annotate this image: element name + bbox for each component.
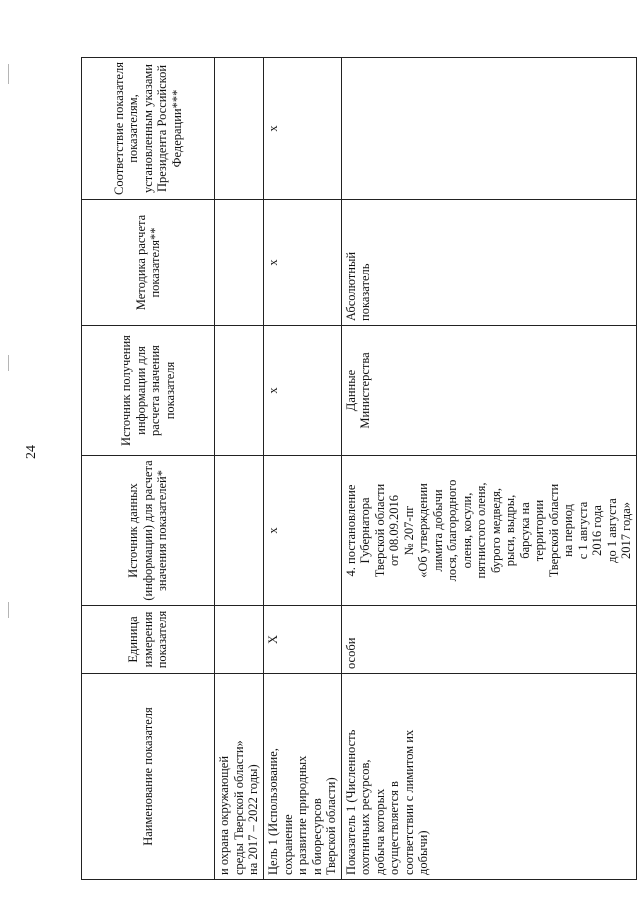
table-row bbox=[264, 58, 342, 880]
compliance-cell: х bbox=[264, 58, 342, 200]
calculation-method-cell: х bbox=[264, 200, 342, 326]
information-origin-cell bbox=[215, 326, 264, 456]
information-origin-cell: х bbox=[264, 326, 342, 456]
header-unit: Единица измерения показателя bbox=[82, 606, 215, 674]
margin-mark bbox=[8, 355, 9, 371]
header-information-origin: Источник получения информации для расчета значения показателя bbox=[82, 326, 215, 456]
unit-cell bbox=[215, 606, 264, 674]
data-source-cell: х bbox=[264, 456, 342, 606]
table-header-row bbox=[82, 58, 215, 880]
indicator-name-cell: и охрана окружающей среды Тверской области» на 2017 – 2022 годы) bbox=[215, 674, 264, 880]
data-source-cell: 4. постановление Губернатора Тверской области от 08.09.2016 № 207-пг «Об утверждении лимита добычи лося, благородного оленя, косули, пятнистого оленя, бурого медведя, рыси, выдры, барсука на территории Тверской области на период с 1 августа 2016 года до 1 августа 2017 года» bbox=[341, 456, 636, 606]
indicator-name-cell: Показатель 1 (Численность охотничьих ресурсов, добыча которых осуществляется в соответствии с лимитом их добычи) bbox=[341, 674, 636, 880]
header-data-source: Источник данных (информации) для расчета значения показателей* bbox=[82, 456, 215, 606]
information-origin-cell: Данные Министерства bbox=[341, 326, 636, 456]
header-calculation-method: Методика расчета показателя** bbox=[82, 200, 215, 326]
table-row bbox=[215, 58, 264, 880]
compliance-cell bbox=[341, 58, 636, 200]
compliance-cell bbox=[215, 58, 264, 200]
margin-mark bbox=[8, 602, 9, 618]
unit-cell: особи bbox=[341, 606, 636, 674]
calculation-method-cell bbox=[215, 200, 264, 326]
indicators-table bbox=[81, 57, 637, 880]
page-number: 24 bbox=[24, 445, 39, 459]
rotated-table-area bbox=[81, 58, 633, 880]
data-source-cell bbox=[215, 456, 264, 606]
unit-cell: X bbox=[264, 606, 342, 674]
indicator-name-cell: Цель 1 (Использование, сохранение и развитие природных и биоресурсов Тверской области) bbox=[264, 674, 342, 880]
calculation-method-cell: Абсолютный показатель bbox=[341, 200, 636, 326]
header-presidential-compliance: Соответствие показателя показателям, установленным указами Президента Российской Федерации*** bbox=[82, 58, 215, 200]
margin-mark bbox=[8, 64, 9, 84]
table-row bbox=[341, 58, 636, 880]
header-indicator-name: Наименование показателя bbox=[82, 674, 215, 880]
